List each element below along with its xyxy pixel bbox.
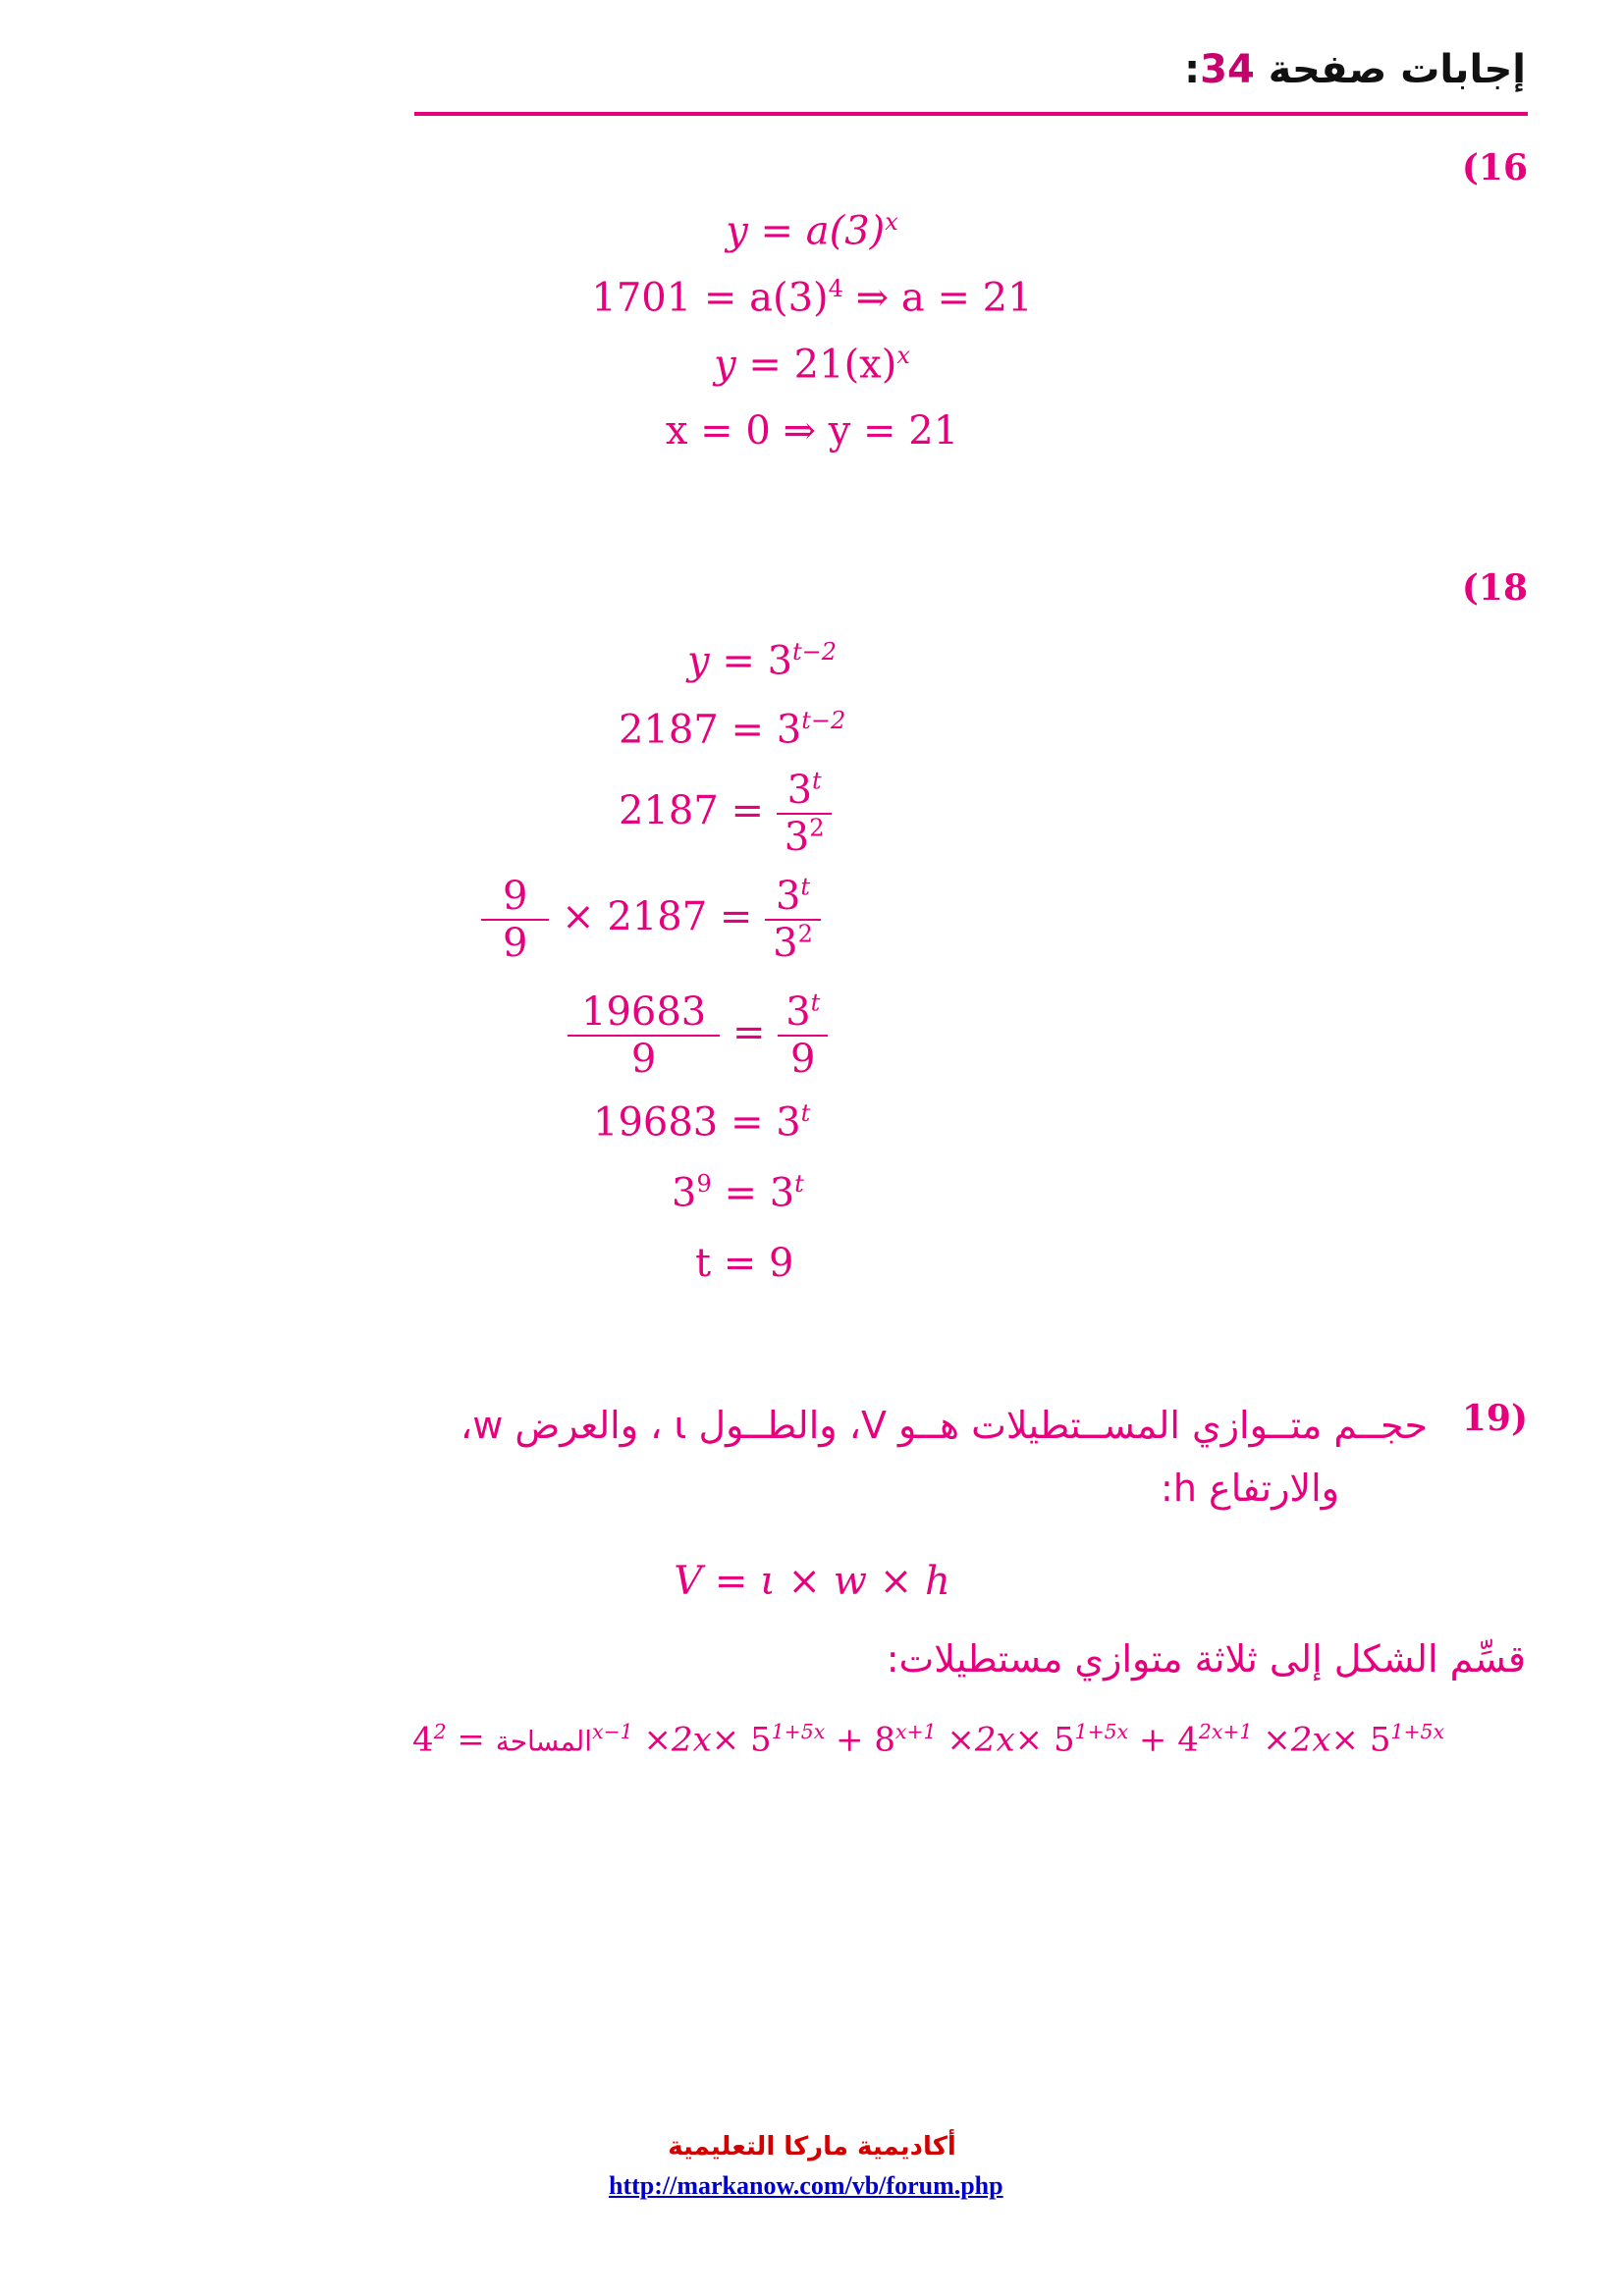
page-title-colon: : <box>1184 47 1201 92</box>
header-divider <box>414 112 1528 116</box>
fraction: $\frac{3^t}{3^2}$ <box>765 874 821 966</box>
q19-volume-formula: V = ι × w × h <box>674 1559 950 1604</box>
q19-divide-text: قسِّم الشكل إلى ثلاثة متوازي مستطيلات: <box>886 1637 1526 1681</box>
q19-description-line-1: حجــم متــوازي المســتطيلات هــو V، والطــول ι ، والعرض w، <box>460 1404 1428 1447</box>
q19-area-equation: المساحة = $4^{2x-1} \times 2x\times 5^{1+5x} + 8^{x+1} \times 2x\times 5^{1+5x} + 4^{2x+1} \times 2x\times 5^{1+5x}$ <box>412 1720 1444 1760</box>
question-16-label: (16 <box>1461 147 1528 188</box>
q16-equation-4: x = 0 ⇒ y = 21 <box>665 408 959 454</box>
fraction: $\frac{9}{9}$ <box>481 874 549 966</box>
q18-step-7: $3^9 = 3^t$ <box>672 1170 804 1216</box>
footer-forum-link[interactable]: http://markanow.com/vb/forum.php <box>609 2171 1003 2200</box>
q18-step-8: t = 9 <box>695 1241 794 1286</box>
q18-step-6: $19683 = 3^t$ <box>593 1099 811 1146</box>
q19-description <box>289 1394 1428 1520</box>
q16-equation-3: $y = 21(x)^x$ <box>714 342 910 388</box>
footer-academy-name: أكاديمية ماركا التعليمية <box>668 2132 956 2162</box>
q18-step-4: $\frac{9}{9}$ × 2187 = $\frac{3^t}{3^2}$ <box>481 874 821 966</box>
area-label: المساحة <box>495 1725 593 1758</box>
q18-step-3: 2187 = $\frac{3^t}{3^2}$ <box>619 768 832 860</box>
page-title <box>1184 47 1526 92</box>
page-title-text: إجابات صفحة <box>1268 47 1526 92</box>
question-19-label: 19) <box>1461 1398 1528 1439</box>
fraction: $\frac{3^t}{3^2}$ <box>777 768 833 860</box>
q16-equation-2: $1701 = a(3)^4$ ⇒ a = 21 <box>591 275 1033 321</box>
q16-equation-1: $y = a(3)^x$ <box>726 208 898 254</box>
fraction: $\frac{19683}{9}$ <box>568 989 720 1082</box>
question-18-label: (18 <box>1461 567 1528 609</box>
q18-step-5: $\frac{19683}{9}$ = $\frac{3^t}{9}$ <box>568 989 828 1082</box>
page-number: 34 <box>1200 47 1255 92</box>
q18-step-1: $y = 3^{t-2}$ <box>687 638 838 684</box>
q19-description-line-2: والارتفاع h: <box>1161 1467 1339 1510</box>
q18-step-2: $2187 = 3^{t-2}$ <box>619 707 846 753</box>
fraction: $\frac{3^t}{9}$ <box>778 989 828 1082</box>
